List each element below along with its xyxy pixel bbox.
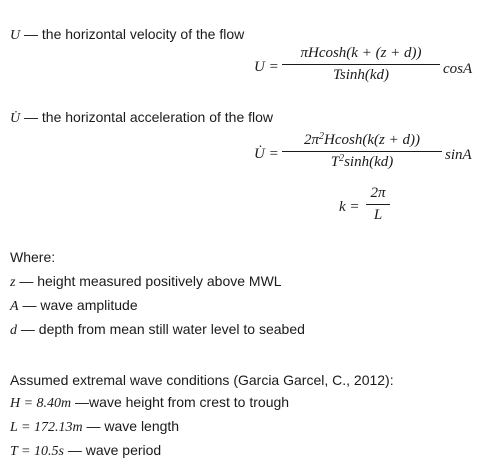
k-fraction: [366, 185, 390, 224]
udot-denominator-post: sinh(kd): [344, 154, 394, 170]
udot-numerator: [282, 132, 442, 149]
u-symbol: U: [10, 28, 21, 43]
k-equation-lhs: k =: [339, 199, 360, 215]
condition-text: — wave length: [82, 418, 180, 434]
u-equation-lhs: U =: [254, 59, 279, 75]
u-fraction-bar: [282, 64, 440, 65]
u-numerator: πHcosh(k + (z + d)): [300, 45, 422, 61]
where-item-text: — depth from mean still water level to seabed: [17, 321, 305, 337]
k-denominator: L: [373, 207, 383, 223]
condition-expr: H = 8.40m: [10, 396, 72, 411]
where-item-symbol: d: [10, 323, 17, 338]
u-fraction: [282, 45, 440, 84]
u-definition-text: — the horizontal velocity of the flow: [20, 26, 245, 42]
conditions-heading: Assumed extremal wave conditions (Garcia Garcel, C., 2012):: [10, 372, 394, 388]
where-item-symbol: A: [10, 299, 19, 314]
u-definition: [10, 25, 244, 45]
udot-fraction-bar: [282, 151, 442, 152]
where-item-symbol: z: [10, 275, 16, 290]
condition-expr: L = 172.13m: [10, 420, 83, 435]
udot-denominator-pre: T: [330, 154, 340, 170]
udot-equation-trailing: sinA: [445, 147, 472, 163]
udot-numerator-exp: 2: [319, 131, 325, 142]
udot-denominator-exp: 2: [339, 153, 345, 164]
where-item-z: [10, 272, 282, 292]
udot-numerator-pre: 2π: [304, 132, 320, 148]
udot-symbol: U̇: [10, 111, 21, 126]
u-denominator: Tsinh(kd): [332, 67, 390, 83]
k-numerator: 2π: [370, 185, 386, 201]
condition-t: [10, 441, 161, 461]
condition-expr: T = 10.5s: [10, 444, 64, 459]
where-heading: Where:: [10, 249, 56, 265]
where-item-text: — height measured positively above MWL: [15, 273, 282, 289]
condition-text: —wave height from crest to trough: [71, 394, 290, 410]
udot-definition-text: — the horizontal acceleration of the flow: [20, 109, 274, 125]
udot-numerator-post: Hcosh(k(z + d)): [324, 132, 420, 148]
where-item-text: — wave amplitude: [18, 297, 138, 313]
condition-h: [10, 393, 289, 413]
udot-fraction: [282, 132, 442, 171]
udot-denominator: [282, 154, 442, 171]
condition-text: — wave period: [63, 442, 162, 458]
condition-l: [10, 417, 179, 437]
udot-equation-lhs: U̇ =: [254, 146, 279, 162]
u-equation-trailing: cosA: [443, 61, 473, 77]
k-fraction-bar: [366, 204, 390, 205]
udot-definition: [10, 108, 273, 128]
where-item-a: [10, 296, 138, 316]
where-item-d: [10, 320, 305, 340]
